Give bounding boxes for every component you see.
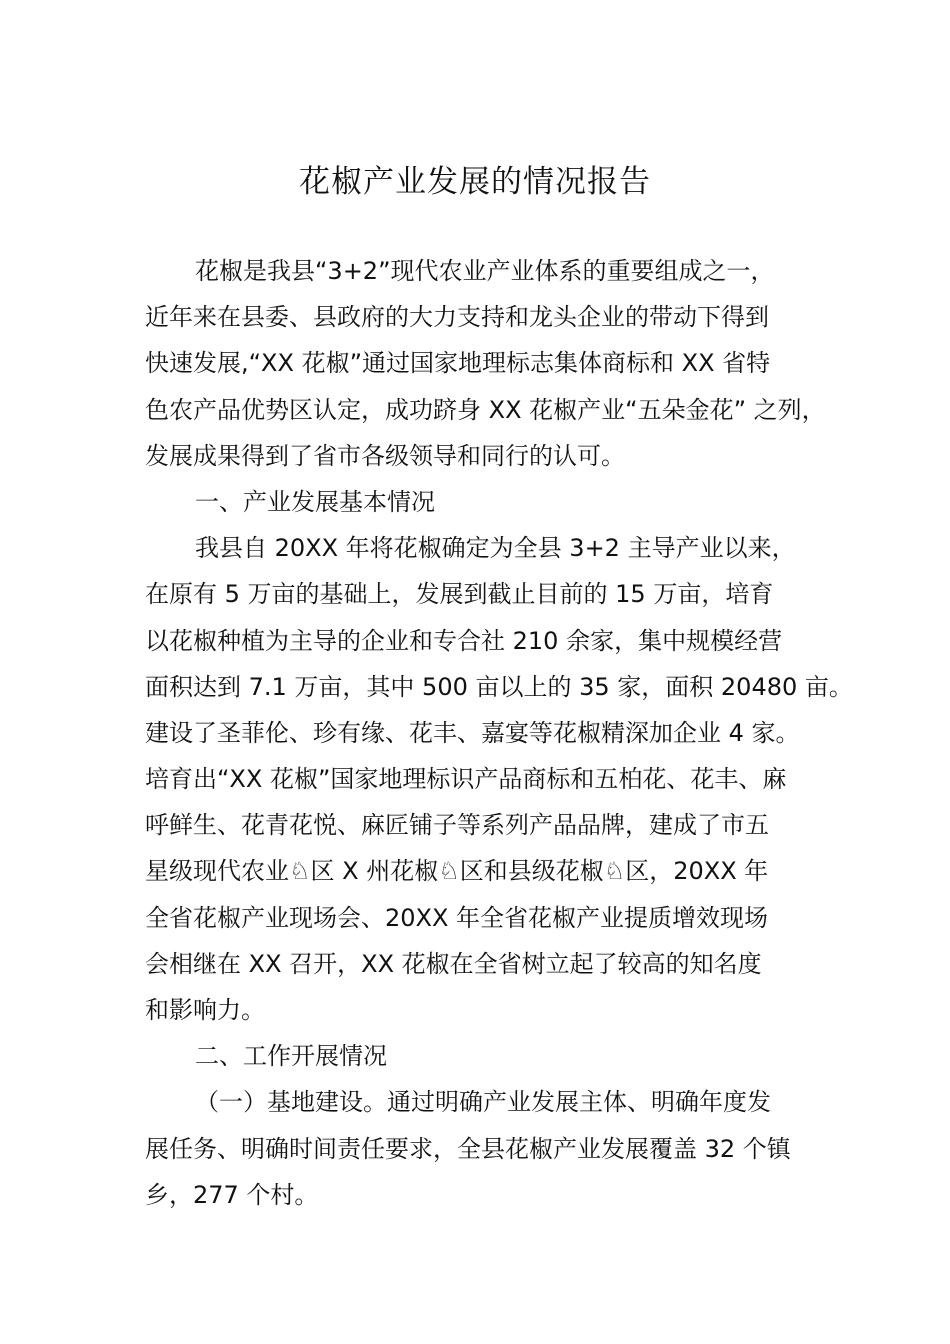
- paragraph-base-line-1: （一）基地建设。通过明确产业发展主体、明确年度发: [195, 1088, 771, 1117]
- paragraph-base-line-3: 乡，277 个村。: [145, 1180, 319, 1209]
- paragraph-basic-line-6: 培育出“XX 花椒”国家地理标识产品商标和五柏花、花丰、麻: [145, 765, 787, 794]
- paragraph-basic-line-4: 面积达到 7.1 万亩，其中 500 亩以上的 35 家，面积 20480 亩。: [145, 672, 853, 701]
- paragraph-intro-line-2: 近年来在县委、县政府的大力支持和龙头企业的带动下得到: [145, 303, 769, 332]
- paragraph-basic-line-2: 在原有 5 万亩的基础上，发展到截止目前的 15 万亩，培育: [145, 580, 774, 609]
- document-body: [145, 248, 853, 1218]
- paragraph-basic-line-11: 和影响力。: [145, 996, 265, 1024]
- paragraph-basic-line-9: 全省花椒产业现场会、20XX 年全省花椒产业提质增效现场: [145, 903, 769, 932]
- paragraph-base-line-2: 展任务、明确时间责任要求，全县花椒产业发展覆盖 32 个镇: [145, 1134, 791, 1163]
- paragraph-basic-line-5: 建设了圣菲伦、珍有缘、花丰、嘉宴等花椒精深加企业 4 家。: [145, 718, 800, 747]
- paragraph-intro-line-1: 花椒是我县“3+2”现代农业产业体系的重要组成之一，: [195, 257, 775, 285]
- paragraph-basic-line-7: 呼鲜生、花青花悦、麻匠铺子等系列产品品牌，建成了市五: [145, 811, 769, 840]
- paragraph-basic-line-8: 星级现代农业♘区 X 州花椒♘区和县级花椒♘区，20XX 年: [145, 857, 769, 886]
- paragraph-intro-line-3: 快速发展,“XX 花椒”通过国家地理标志集体商标和 XX 省特: [145, 349, 771, 378]
- paragraph-intro-line-5: 发展成果得到了省市各级领导和同行的认可。: [145, 441, 625, 470]
- document-title: 花椒产业发展的情况报告: [299, 164, 651, 200]
- paragraph-basic-line-1: 我县自 20XX 年将花椒确定为全县 3+2 主导产业以来，: [195, 534, 796, 563]
- paragraph-basic-line-10: 会相继在 XX 召开，XX 花椒在全省树立起了较高的知名度: [145, 949, 762, 978]
- section-heading-1: 一、产业发展基本情况: [195, 487, 435, 516]
- paragraph-intro-line-4: 色农产品优势区认定，成功跻身 XX 花椒产业“五朵金花” 之列，: [145, 395, 826, 424]
- section-heading-2: 二、工作开展情况: [195, 1042, 387, 1071]
- paragraph-basic-line-3: 以花椒种植为主导的企业和专合社 210 余家，集中规模经营: [145, 626, 783, 655]
